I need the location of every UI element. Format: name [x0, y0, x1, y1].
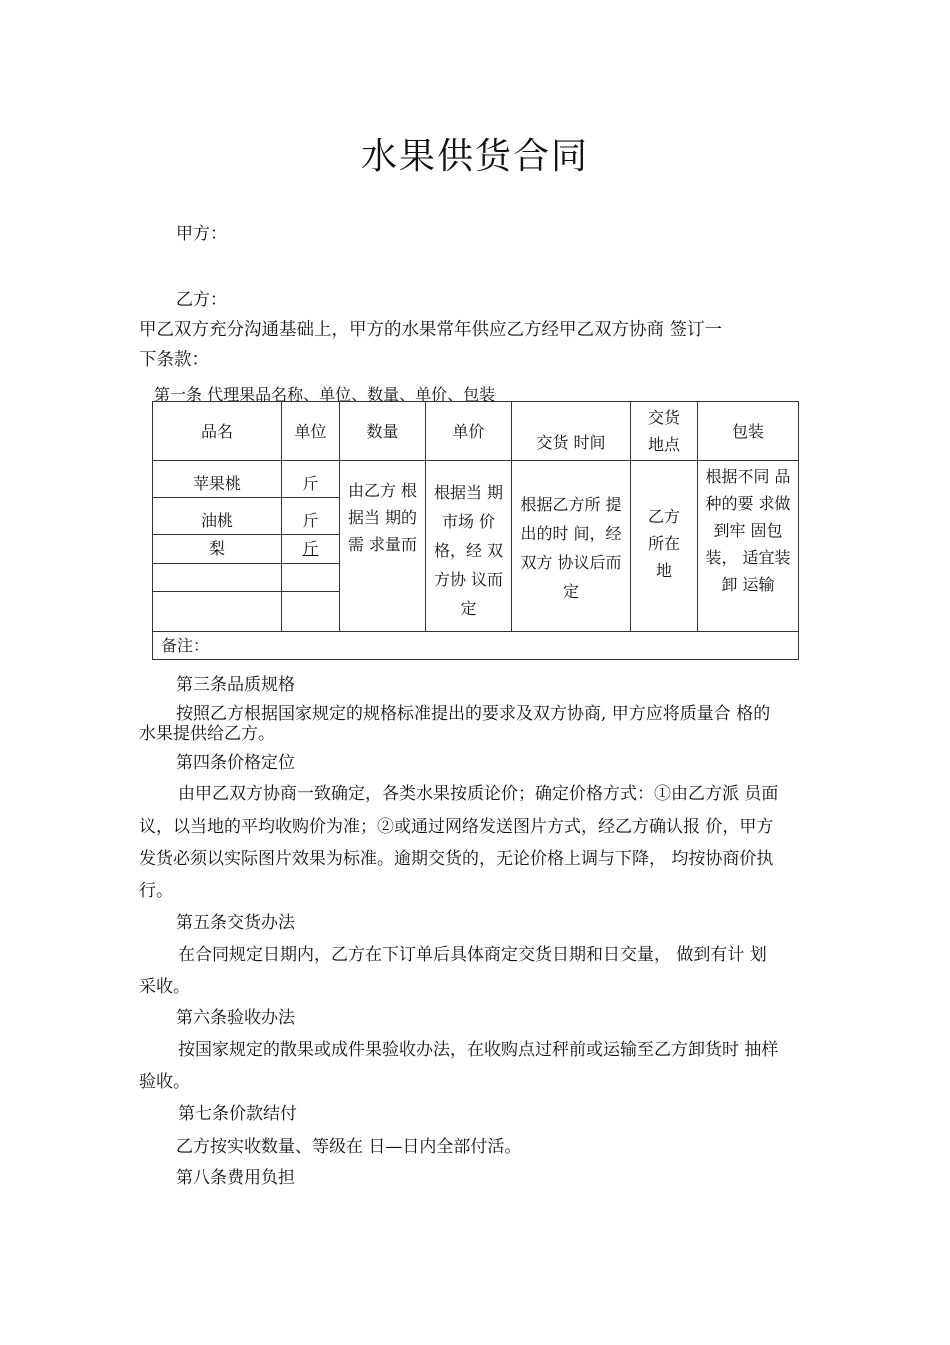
header-unit: 单位 [282, 402, 340, 461]
article4-line-3: 发货必须以实际图片效果为标准。逾期交货的，无论价格上调与下降， 均按协商价执 [139, 849, 774, 869]
party-b-label: 乙方： [176, 290, 227, 310]
packaging-cell [698, 461, 799, 632]
row-4-name [153, 564, 282, 592]
header-delivery-time: 交货 时间 [512, 402, 631, 461]
document-title: 水果供货合同 [360, 136, 589, 177]
delivery-time-cell [512, 461, 631, 632]
intro-line-1: 甲乙双方充分沟通基础上，甲方的水果常年供应乙方经甲乙双方协商 签订一 [139, 320, 723, 340]
article3-line-1: 按照乙方根据国家规定的规格标准提出的要求及双方协商, 甲方应将质量合 格的 [176, 704, 771, 724]
packaging-text: 根据不同 品种的要 求做到牢 固包装， 适宜装卸 运输 [705, 467, 791, 594]
row-1-unit: 斤 [282, 461, 340, 498]
article5-line-1: 在合同规定日期内，乙方在下订单后具体商定交货日期和日交量， 做到有计 划 [178, 945, 767, 965]
goods-table [152, 401, 799, 660]
article8-heading: 第八条费用负担 [176, 1168, 295, 1188]
delivery-place-text: 乙方所在地 [647, 507, 680, 580]
article4-line-2: 议，以当地的平均收购价为准；②或通过网络发送图片方式，经乙方确认报 价，甲方 [139, 817, 774, 837]
party-a-label: 甲方： [176, 224, 227, 244]
quantity-text: 由乙方 根据当 期的需 求量而 [347, 481, 418, 554]
row-2-unit: 斤 [282, 498, 340, 535]
price-cell [426, 461, 512, 632]
price-text: 根据当 期市场 价格，经 双方协 议而定 [433, 483, 504, 618]
row-2-name: 油桃 [153, 498, 282, 535]
article7-line-1: 乙方按实收数量、等级在 日—日内全部付活。 [176, 1137, 522, 1157]
quantity-cell [340, 461, 426, 632]
row-5-name [153, 592, 282, 632]
header-packaging: 包装 [698, 402, 799, 461]
article1-heading: 第一条 代理果品名称、单位、数量、单价、包装 [154, 385, 496, 404]
article4-heading: 第四条价格定位 [176, 753, 295, 773]
article6-line-2: 验收。 [139, 1072, 190, 1092]
intro-line-2: 下条款： [139, 350, 209, 370]
article5-heading: 第五条交货办法 [176, 913, 295, 933]
article5-line-2: 采收。 [139, 977, 190, 997]
delivery-place-cell [631, 461, 698, 632]
article7-heading: 第七条价款结付 [178, 1104, 297, 1124]
row-3-unit: 斤 [282, 535, 340, 564]
delivery-time-text: 根据乙方所 提出的时 间，经双方 协议后而定 [520, 495, 622, 601]
remark-label: 备注： [153, 632, 799, 660]
header-price: 单价 [426, 402, 512, 461]
article3-heading: 第三条品质规格 [176, 675, 295, 695]
article4-line-1: 由甲乙双方协商一致确定，各类水果按质论价；确定价格方式：①由乙方派 员面 [178, 784, 779, 804]
article3-line-2: 水果提供给乙方。 [139, 724, 275, 744]
article6-line-1: 按国家规定的散果或成件果验收办法，在收购点过秤前或运输至乙方卸货时 抽样 [178, 1040, 779, 1060]
table-row [153, 461, 799, 498]
header-name: 品名 [153, 402, 282, 461]
table-header-row [153, 402, 799, 461]
header-quantity: 数量 [340, 402, 426, 461]
row-4-unit [282, 564, 340, 592]
article6-heading: 第六条验收办法 [176, 1008, 295, 1028]
row-1-name: 苹果桃 [153, 461, 282, 498]
header-delivery-place [631, 402, 698, 461]
row-3-name: 梨 [153, 535, 282, 564]
row-5-unit [282, 592, 340, 632]
table-remark-row [153, 632, 799, 660]
header-delivery-place-text: 交货地点 [647, 408, 680, 454]
article4-line-4: 行。 [139, 881, 173, 901]
